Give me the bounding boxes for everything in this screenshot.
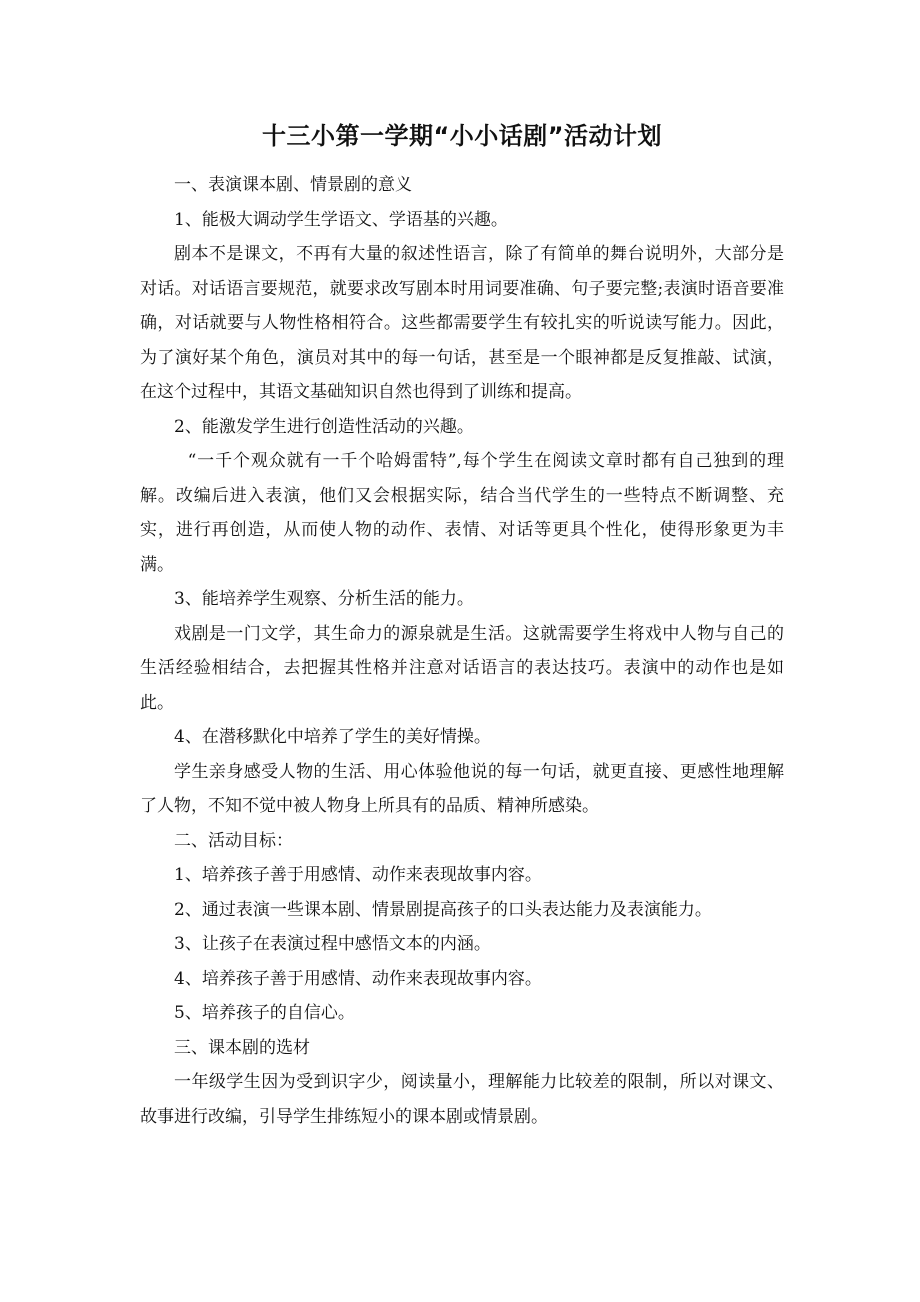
point-heading-1-4: 4、在潜移默化中培养了学生的美好情操。 — [174, 727, 491, 747]
point-heading-1-3: 3、能培养学生观察、分析生活的能力。 — [174, 589, 474, 609]
point-heading-1-2: 2、能激发学生进行创造性活动的兴趣。 — [174, 416, 474, 437]
goal-item-5: 5、培养孩子的自信心。 — [174, 1003, 355, 1023]
body-paragraph: 一年级学生因为受到识字少，阅读量小，理解能力比较差的限制，所以对课文、故事进行改编，引导学生排练短小的课本剧或情景剧。 — [140, 1072, 784, 1127]
body-paragraph: 剧本不是课文，不再有大量的叙述性语言，除了有简单的舞台说明外，大部分是对话。对话语言要规范，就要求改写剧本时用词要准确、句子要完整;表演时语音要准确，对话就要与人物性格相符合。这些都需要学生有较扎实的听说读写能力。因此，为了演好某个角色，演员对其中的每一句话，甚至是一个眼神都是反复推敲、试演，在这个过程中，其语文基础知识自然也得到了训练和提高。 — [140, 244, 784, 402]
point-heading-1-1: 1、能极大调动学生学语文、学语基的兴趣。 — [174, 209, 508, 230]
document-page — [140, 118, 784, 1134]
goal-item-3: 3、让孩子在表演过程中感悟文本的内涵。 — [174, 934, 491, 954]
body-paragraph: 戏剧是一门文学，其生命力的源泉就是生活。这就需要学生将戏中人物与自己的生活经验相结合，去把握其性格并注意对话语言的表达技巧。表演中的动作也是如此。 — [140, 623, 784, 713]
goal-item-1: 1、培养孩子善于用感情、动作来表现故事内容。 — [174, 865, 542, 885]
goal-item-4: 4、培养孩子善于用感情、动作来表现故事内容。 — [174, 968, 542, 989]
section-heading-1: 一、表演课本剧、情景剧的意义 — [174, 175, 412, 195]
body-paragraph: 学生亲身感受人物的生活、用心体验他说的每一句话，就更直接、更感性地理解了人物，不知不觉中被人物身上所具有的品质、精神所感染。 — [140, 761, 784, 816]
goal-item-2: 2、通过表演一些课本剧、情景剧提高孩子的口头表达能力及表演能力。 — [174, 899, 712, 920]
section-heading-3: 三、课本剧的选材 — [174, 1037, 310, 1058]
body-paragraph: “一千个观众就有一千个哈姆雷特”,每个学生在阅读文章时都有自己独到的理解。改编后进入表演，他们又会根据实际，结合当代学生的一些特点不断调整、充实，进行再创造，从而使人物的动作、表情、对话等更具个性化，使得形象更为丰满。 — [140, 451, 784, 575]
document-title: 十三小第一学期“小小话剧”活动计划 — [261, 122, 663, 150]
section-heading-2: 二、活动目标： — [174, 830, 293, 851]
